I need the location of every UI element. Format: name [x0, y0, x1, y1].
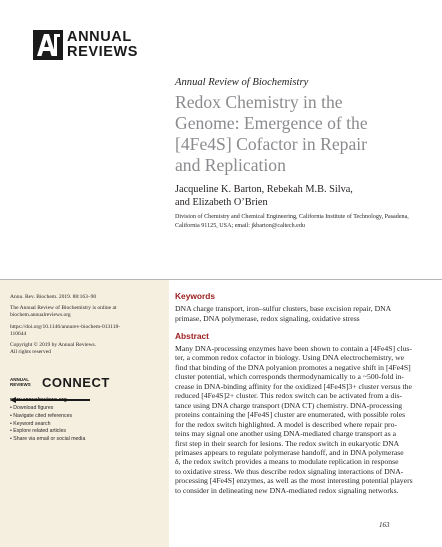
abstract-line: processing [4Fe4S] enzymes, as well as the most interesting potential players	[175, 476, 413, 486]
abstract-line: Many DNA-processing enzymes have been shown to contain a [4Fe4S] clus-	[175, 344, 412, 353]
affiliation-line: California 91125, USA; email: jkbarton@caltech.edu	[175, 222, 305, 229]
keywords-line: primase, DNA polymerase, redox signaling, oxidative stress	[175, 314, 360, 323]
abstract-line: find that binding of the DNA polyanion promotes a negative shift in [4Fe4S]	[175, 362, 411, 372]
page-number: 163	[379, 521, 390, 529]
title-line: [4Fe4S] Cofactor in Repair	[175, 134, 368, 154]
affiliation-line: Division of Chemistry and Chemical Engineering, California Institute of Technology, Pasadena,	[175, 214, 409, 220]
online-notice	[10, 305, 160, 319]
connect-brand-line: REVIEWS	[10, 381, 31, 387]
abstract-line: teins may signal one another using DNA-mediated charge transport as a	[175, 429, 397, 439]
online-url[interactable]: biochem.annualreviews.org	[10, 312, 71, 319]
abstract-line: crease in DNA-binding affinity for the oxidized [4Fe4S]3+ cluster versus the	[175, 381, 412, 391]
title-line: Redox Chemistry in the	[175, 92, 343, 112]
list-item: • Keyword search	[10, 420, 51, 427]
abstract-line: to consider in delineating new DNA-mediated redox signaling networks.	[175, 485, 399, 495]
online-line: The Annual Review of Biochemistry is online at	[10, 305, 117, 311]
connect-url[interactable]: www.annualreviews.org	[10, 397, 67, 403]
list-item: • Explore related articles	[10, 428, 67, 435]
keywords-line: DNA charge transport, iron–sulfur clusters, base excision repair, DNA	[175, 304, 392, 313]
article-title	[175, 92, 425, 176]
abstract-line: reduced [4Fe4S]2+ cluster. This redox switch can be activated from a dis-	[175, 391, 403, 401]
doi-line: 110644	[10, 331, 27, 338]
logo-wordmark	[67, 30, 138, 60]
connect-brand-line: ANNUAL	[10, 377, 29, 382]
citation-sidebar	[0, 280, 169, 547]
author-line: and Elizabeth O’Brien	[175, 197, 268, 208]
keywords-text	[175, 304, 425, 324]
logo-line-1: ANNUAL	[67, 29, 132, 45]
connect-title: CONNECT	[42, 375, 110, 390]
abstract-line: first step in their search for lesions. The redox switch in eukaryotic DNA	[175, 438, 400, 448]
journal-name: Annual Review of Biochemistry	[175, 77, 309, 88]
abstract-line: proteins containing the [4Fe4S] cluster are enumerated, with possible roles	[175, 410, 406, 420]
copyright	[10, 342, 160, 356]
author-line: Jacqueline K. Barton, Rebekah M.B. Silva,	[175, 184, 353, 195]
title-line: and Replication	[175, 155, 286, 175]
abstract-line: δ, the redox switch provides a means to modulate replication in response	[175, 457, 399, 467]
copyright-line: Copyright © 2019 by Annual Reviews.	[10, 342, 97, 348]
abstract-line: for the redox switch highlighted. A model is described where repair pro-	[175, 419, 398, 429]
annual-reviews-logo-icon	[33, 30, 63, 60]
copyright-line: All rights reserved	[10, 349, 51, 356]
list-item: • Download figures	[10, 405, 54, 411]
logo-line-2: REVIEWS	[67, 44, 139, 60]
abstract-line: ter, a common redox cofactor in biology. Using DNA electrochemistry, we	[175, 353, 405, 363]
list-item: • Share via email or social media	[10, 436, 86, 443]
connect-brand	[10, 378, 31, 388]
citation: Annu. Rev. Biochem. 2019. 88:163–90	[10, 294, 97, 300]
doi-line: https://doi.org/10.1146/annurev-biochem-013118-	[10, 324, 121, 330]
abstract-heading: Abstract	[175, 331, 209, 341]
affiliation	[175, 213, 425, 230]
annual-reviews-logo	[33, 30, 138, 60]
annual-reviews-connect-box	[10, 375, 160, 478]
connect-features	[10, 405, 85, 444]
abstract-line: primases appears to regulate polymerase handoff, and in DNA polymerase	[175, 447, 404, 457]
author-list	[175, 183, 425, 209]
doi-link[interactable]	[10, 324, 160, 338]
title-line: Genome: Emergence of the	[175, 113, 368, 133]
keywords-heading: Keywords	[175, 291, 216, 301]
abstract-text	[175, 344, 425, 495]
abstract-line: tance using DNA charge transport (DNA CT) chemistry. DNA-processing	[175, 400, 403, 410]
abstract-line: cluster potential, which corresponds thermodynamically to a ~500-fold in-	[175, 372, 404, 382]
list-item: • Navigate cited references	[10, 412, 73, 419]
abstract-line: to oxidative stress. We thus describe redox signaling interactions of DNA-	[175, 466, 404, 476]
